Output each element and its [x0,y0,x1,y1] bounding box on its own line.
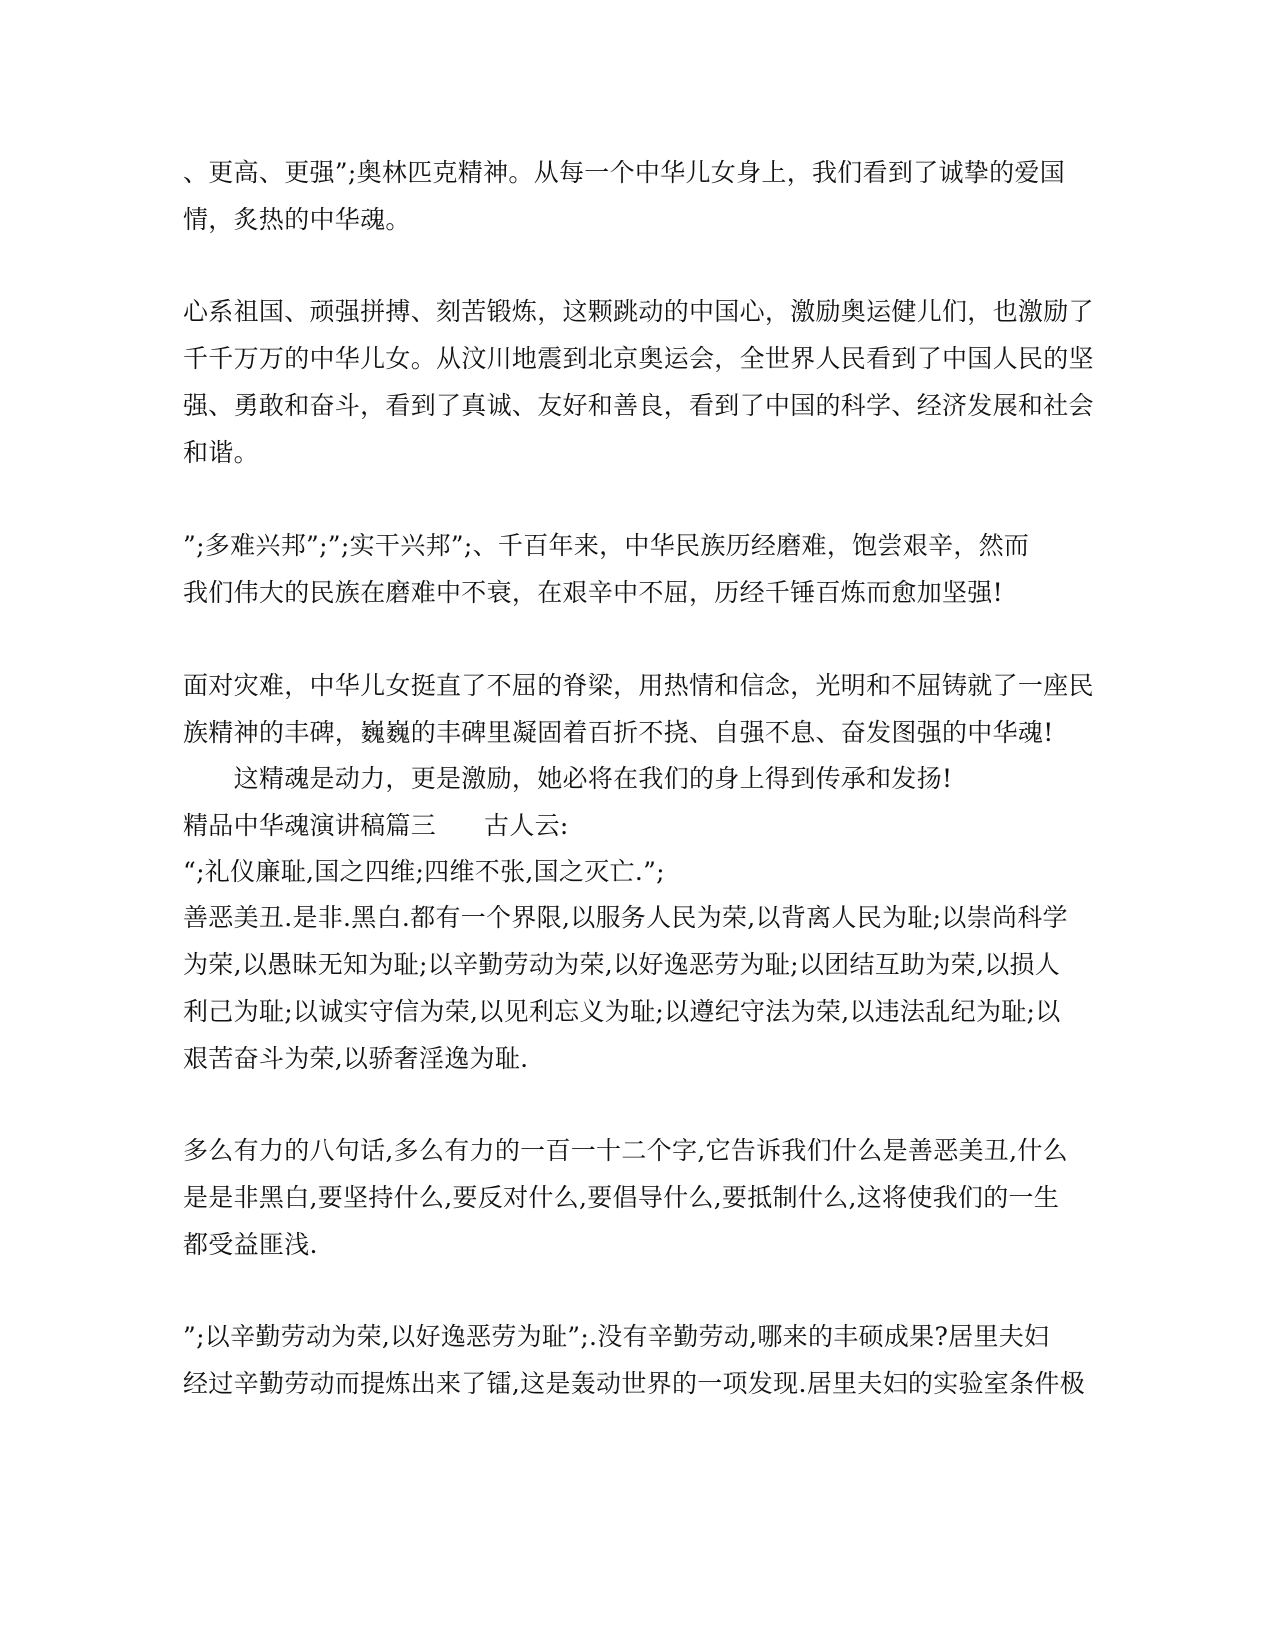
paragraph-5-line-1: 善恶美丑.是非.黑白.都有一个界限,以服务人民为荣,以背离人民为耻;以崇尚科学 [183,903,1068,932]
paragraph-2-line-4: 和谐。 [183,438,259,467]
paragraph-5-line-3: 利己为耻;以诚实守信为荣,以见利忘义为耻;以遵纪守法为荣,以违法乱纪为耻;以 [183,997,1061,1026]
paragraph-6-line-1: 多么有力的八句话,多么有力的一百一十二个字,它告诉我们什么是善恶美丑,什么 [183,1136,1068,1165]
paragraph-1-line-2: 情，炙热的中华魂。 [183,205,411,234]
paragraph-7-line-1: ”;以辛勤劳动为荣,以好逸恶劳为耻”;.没有辛勤劳动,哪来的丰硕成果?居里夫妇 [183,1322,1050,1351]
paragraph-3-line-2: 我们伟大的民族在磨难中不衰，在艰辛中不屈，历经千锤百炼而愈加坚强! [183,578,1003,607]
section-title: 精品中华魂演讲稿篇三 [183,811,437,840]
paragraph-7-line-2: 经过辛勤劳动而提炼出来了镭,这是轰动世界的一项发现.居里夫妇的实验室条件极 [183,1369,1085,1398]
paragraph-5-line-4: 艰苦奋斗为荣,以骄奢淫逸为耻. [183,1044,529,1073]
paragraph-4-line-2: 族精神的丰碑，巍巍的丰碑里凝固着百折不挠、自强不息、奋发图强的中华魂! [183,718,1054,747]
paragraph-1-line-1: 、更高、更强”;奥林匹克精神。从每一个中华儿女身上，我们看到了诚挚的爱国 [183,158,1066,187]
paragraph-6-line-3: 都受益匪浅. [183,1230,318,1259]
paragraph-2-line-3: 强、勇敢和奋斗，看到了真诚、友好和善良，看到了中国的科学、经济发展和社会 [183,391,1094,420]
paragraph-2-line-1: 心系祖国、顽强拼搏、刻苦锻炼，这颗跳动的中国心，激励奥运健儿们，也激励了 [183,297,1094,326]
paragraph-5-line-2: 为荣,以愚昧无知为耻;以辛勤劳动为荣,以好逸恶劳为耻;以团结互助为荣,以损人 [183,950,1061,979]
paragraph-2-line-2: 千千万万的中华儿女。从汶川地震到北京奥运会，全世界人民看到了中国人民的坚 [183,344,1094,373]
paragraph-6-line-2: 是是非黑白,要坚持什么,要反对什么,要倡导什么,要抵制什么,这将使我们的一生 [183,1183,1060,1212]
paragraph-4-line-1: 面对灾难，中华儿女挺直了不屈的脊梁，用热情和信念，光明和不屈铸就了一座民 [183,671,1094,700]
paragraph-4-line-3: 这精魂是动力，更是激励，她必将在我们的身上得到传承和发扬! [183,764,953,793]
section-intro: 古人云: [484,811,569,840]
section-heading [183,810,1103,842]
quote-line: “;礼仪廉耻,国之四维;四维不张,国之灭亡.”; [183,857,665,886]
paragraph-3-line-1: ”;多难兴邦”;”;实干兴邦”;、千百年来，中华民族历经磨难，饱尝艰辛，然而 [183,531,1030,560]
